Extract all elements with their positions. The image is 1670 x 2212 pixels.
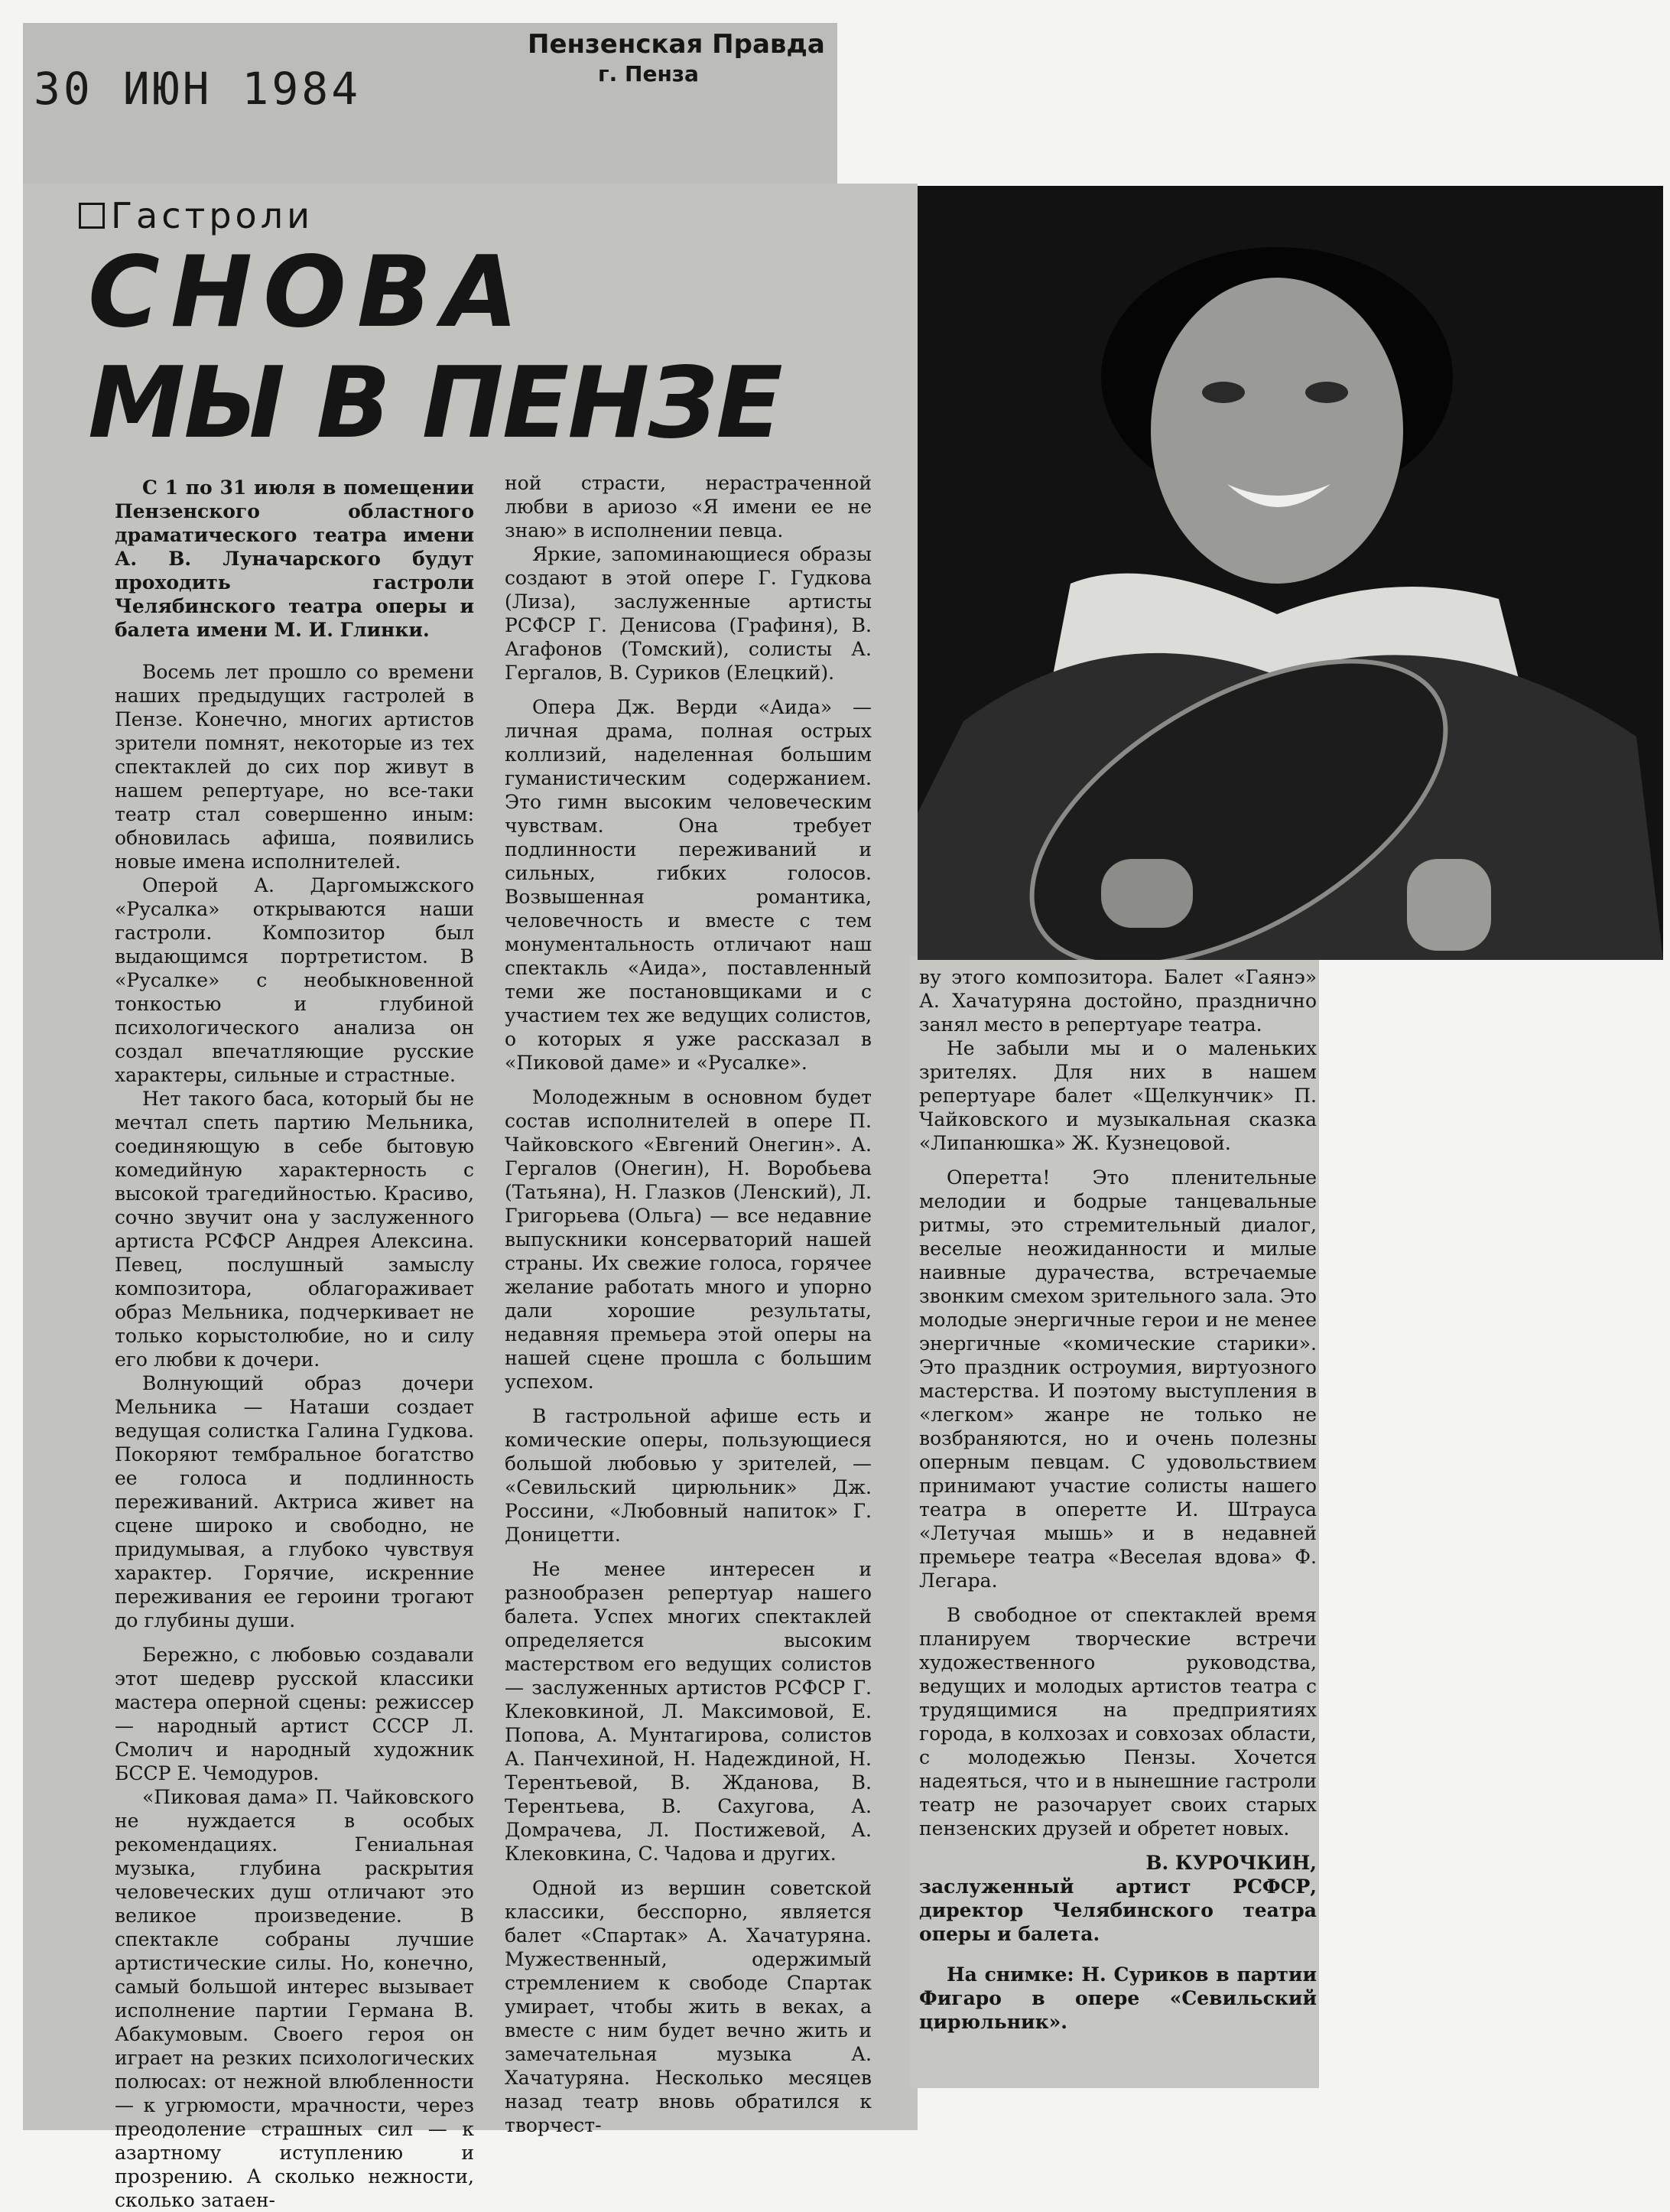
paragraph: ной страсти, нерастраченной любви в ариозо «Я имени ее не знаю» в исполнении певца. <box>505 472 872 542</box>
singer-portrait-image <box>918 186 1663 960</box>
article-column-2 <box>505 471 872 2137</box>
paragraph: Оперой А. Даргомыжского «Русалка» открываются наши гастроли. Композитор был выдающимся портретистом. В «Русалке» с необыкновенной тонкостью и глубиной психологического анализа он создал впечатляющие русские характеры, сильные и страстные. <box>115 874 474 1086</box>
rubric-square-icon <box>79 203 105 229</box>
paragraph: Опера Дж. Верди «Аида» — личная драма, полная острых коллизий, наделенная большим гуманистическим содержанием. Это гимн высоким человеческим чувствам. Она требует подлинности переживаний и сильных, гибких голосов. Возвышенная романтика, человечность и вместе с тем монументальность отличают наш спектакль «Аида», поставленный теми же постановщиками и с участием тех же ведущих солистов, о которых я уже рассказал в «Пиковой даме» и «Русалке». <box>505 696 872 1074</box>
paragraph: Бережно, с любовью создавали этот шедевр русской классики мастера оперной сцены: режиссер — народный артист СССР Л. Смолич и народный художник БССР Е. Чемодуров. <box>115 1644 474 1784</box>
headline-line-1: СНОВА <box>88 236 529 350</box>
date-stamp: 30 ИЮН 1984 <box>34 63 362 115</box>
paragraph: Волнующий образ дочери Мельника — Наташи создает ведущая солистка Галина Гудкова. Покоряют тембральное богатство ее голоса и подлинность переживаний. Актриса живет на сцене широко и свободно, не придумывая, а глубоко чувствуя характер. Горячие, искренние переживания ее героини трогают до глубины души. <box>115 1372 474 1631</box>
paragraph: «Пиковая дама» П. Чайковского не нуждается в особых рекомендациях. Гениальная музыка, глубина раскрытия человеческих душ отличают это великое произведение. В спектакле собраны лучшие артистические силы. Но, конечно, самый большой интерес вызывает исполнение партии Германа В. Абакумовым. Своего героя он играет на резких психологических полюсах: от нежной влюбленности — к угрюмости, мрачности, через преодоление страшных сил — к азартному иступлению и прозрению. А сколько нежности, сколько затаен- <box>115 1786 474 2211</box>
article-lead: С 1 по 31 июля в помещении Пензенского областного драматического театра имени А. В. Луначарского будут проходить гастроли Челябинского театра оперы и балета имени М. И. Глинки. <box>115 477 474 641</box>
paragraph: Яркие, запоминающиеся образы создают в этой опере Г. Гудкова (Лиза), заслуженные артисты РСФСР Г. Денисова (Графиня), В. Агафонов (Томский), солисты А. Гергалов, В. Суриков (Елецкий). <box>505 543 872 684</box>
paragraph: Восемь лет прошло со времени наших предыдущих гастролей в Пензе. Конечно, многих артистов зрители помнят, некоторые из тех спектаклей до сих пор живут в нашем репертуаре, но все-таки театр стал совершенно иным: обновилась афиша, появились новые имена исполнителей. <box>115 661 474 873</box>
paragraph: В гастрольной афише есть и комические оперы, пользующиеся большой любовью у зрителей, — «Севильский цирюльник» Дж. Россини, «Любовный напиток» Г. Доницетти. <box>505 1405 872 1546</box>
article-column-1 <box>115 476 474 2212</box>
paragraph: Молодежным в основном будет состав исполнителей в опере П. Чайковского «Евгений Онегин». А. Гергалов (Онегин), Н. Воробьева (Татьяна), Н. Глазков (Ленский), Л. Григорьева (Ольга) — все недавние выпускники консерваторий нашей страны. Их свежие голоса, горячее желание работать много и упорно дали хорошие результаты, недавняя премьера этой оперы на нашей сцене прошла с большим успехом. <box>505 1086 872 1393</box>
newspaper-name: Пензенская Правда <box>528 29 825 60</box>
author-name: В. КУРОЧКИН, <box>1145 1852 1317 1874</box>
paragraph: Оперетта! Это пленительные мелодии и бодрые танцевальные ритмы, это стремительный диалог, веселые неожиданности и милые наивные дурачества, встречаемые звонким смехом зрительного зала. Это молодые энергичные герои и не менее энергичные «комические старики». Это праздник остроумия, виртуозного мастерства. И поэтому выступления в «легком» жанре не только не возбраняются, но и очень полезны оперным певцам. С удовольствием принимают участие солисты нашего театра в оперетте И. Штрауса «Летучая мышь» и в недавней премьере театра «Веселая вдова» Ф. Легара. <box>919 1166 1317 1592</box>
article-photo <box>918 186 1663 960</box>
headline <box>88 237 781 459</box>
paragraph: ву этого композитора. Балет «Гаянэ» А. Хачатуряна достойно, празднично занял место в репертуаре театра. <box>919 966 1317 1036</box>
paragraph: Не забыли мы и о маленьких зрителях. Для них в нашем репертуаре балет «Щелкунчик» П. Чайковского и музыкальная сказка «Липанюшка» Ж. Кузнецовой. <box>919 1037 1317 1154</box>
article-column-3 <box>919 965 1317 2034</box>
author-title: заслуженный артист РСФСР, директор Челябинского театра оперы и балета. <box>919 1875 1317 1945</box>
headline-line-2: МЫ В ПЕНЗЕ <box>88 346 781 460</box>
rubric-label: Гастроли <box>111 195 314 236</box>
photo-caption: На снимке: Н. Суриков в партии Фигаро в опере «Севильский цирюльник». <box>919 1963 1317 2033</box>
rubric <box>79 195 314 236</box>
paragraph: Нет такого баса, который бы не мечтал спеть партию Мельника, соединяющую в себе бытовую комедийную характерность с высокой трагедийностью. Красиво, сочно звучит она у заслуженного артиста РСФСР Андрея Алексина. Певец, послушный замыслу композитора, облагораживает образ Мельника, подчеркивает не только корыстолюбие, но и силу его любви к дочери. <box>115 1088 474 1371</box>
newspaper-city: г. Пенза <box>598 61 699 86</box>
paragraph: Одной из вершин советской классики, бесспорно, является балет «Спартак» А. Хачатуряна. Мужественный, одержимый стремлением к свободе Спартак умирает, чтобы жить в веках, а вместе с ним будет вечно жить и замечательная музыка А. Хачатуряна. Несколько месяцев назад театр вновь обратился к творчест- <box>505 1877 872 2136</box>
paragraph: Не менее интересен и разнообразен репертуар нашего балета. Успех многих спектаклей определяется высоким мастерством его ведущих солистов — заслуженных артистов РСФСР Г. Клековкиной, Л. Максимовой, Е. Попова, А. Мунтагирова, солистов А. Панчехиной, Н. Надеждиной, Н. Терентьевой, В. Жданова, В. Терентьева, В. Сахугова, А. Домрачева, Л. Постижевой, А. Клековкина, С. Чадова и других. <box>505 1558 872 1865</box>
paragraph: В свободное от спектаклей время планируем творческие встречи художественного руководства, ведущих и молодых артистов театра с трудящимися на предприятиях города, в колхозах и совхозах области, с молодежью Пензы. Хочется надеяться, что и в нынешние гастроли театр не разочарует своих старых пензенских друзей и обретет новых. <box>919 1604 1317 1840</box>
